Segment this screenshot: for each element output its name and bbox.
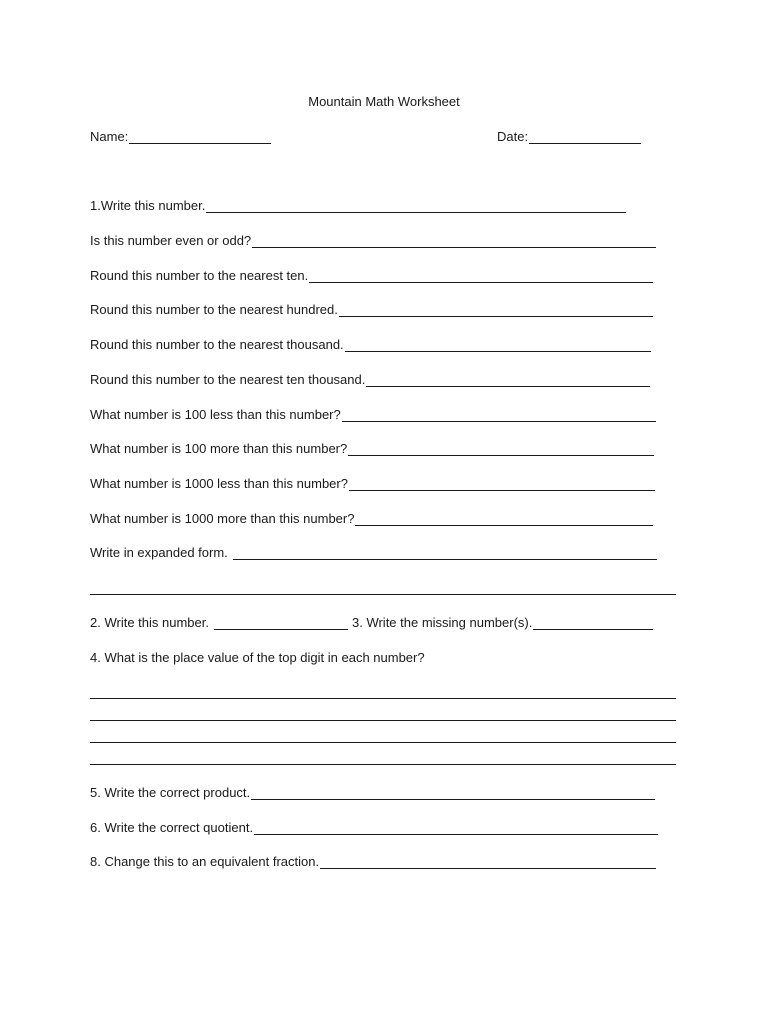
question-text: 6. Write the correct quotient. [90,820,254,835]
answer-field[interactable] [342,408,656,422]
question-expanded-form [90,542,657,560]
question-2-answer-field[interactable] [214,616,348,630]
question-6 [90,817,658,835]
question-text: 5. Write the correct product. [90,785,251,800]
question-even-odd [90,230,656,248]
question-100-less [90,404,656,422]
question-3-answer-field[interactable] [533,616,653,630]
question-round-thousand [90,334,651,352]
question-text: Round this number to the nearest ten. [90,268,309,283]
question-1 [90,195,626,213]
date-label: Date: [497,129,529,144]
date-field[interactable] [529,130,641,144]
answer-line[interactable] [90,742,676,743]
question-round-ten-thousand [90,369,650,387]
question-text: What number is 100 less than this number? [90,407,341,422]
page-title: Mountain Math Worksheet [308,94,460,109]
answer-field[interactable] [339,303,653,317]
question-4 [90,647,425,665]
answer-field[interactable] [320,855,656,869]
question-2-text: 2. Write this number. [90,615,209,630]
answer-field[interactable] [348,442,654,456]
answer-field[interactable] [345,338,651,352]
question-8 [90,851,656,869]
answer-line[interactable] [90,720,676,721]
name-label: Name: [90,129,129,144]
question-1000-more [90,508,653,526]
answer-field[interactable] [349,477,655,491]
question-round-hundred [90,299,653,317]
answer-line[interactable] [90,764,676,765]
answer-field[interactable] [254,821,658,835]
answer-field[interactable] [252,234,656,248]
answer-field[interactable] [309,269,653,283]
question-round-ten [90,265,653,283]
question-text: Round this number to the nearest hundred. [90,302,338,317]
question-1000-less [90,473,655,491]
question-5 [90,782,655,800]
name-line [90,126,271,144]
date-line [497,126,641,144]
question-100-more [90,438,654,456]
question-text: Round this number to the nearest ten thousand. [90,372,366,387]
answer-field[interactable] [251,786,655,800]
question-text: What number is 1000 more than this number? [90,511,355,526]
question-3-text: 3. Write the missing number(s). [351,615,533,630]
name-field[interactable] [129,130,271,144]
answer-field[interactable] [366,373,650,387]
question-2-3 [90,612,653,630]
question-text: Write in expanded form. [90,545,228,560]
question-text: Is this number even or odd? [90,233,252,248]
question-text: 4. What is the place value of the top digit in each number? [90,650,425,665]
question-text: 1.Write this number. [90,198,206,213]
answer-field[interactable] [233,546,657,560]
question-text: Round this number to the nearest thousand. [90,337,344,352]
answer-line[interactable] [90,698,676,699]
question-text: What number is 100 more than this number? [90,441,348,456]
answer-line[interactable] [90,594,676,595]
answer-field[interactable] [206,199,626,213]
answer-field[interactable] [355,512,653,526]
question-text: What number is 1000 less than this number? [90,476,348,491]
question-text: 8. Change this to an equivalent fraction. [90,854,320,869]
